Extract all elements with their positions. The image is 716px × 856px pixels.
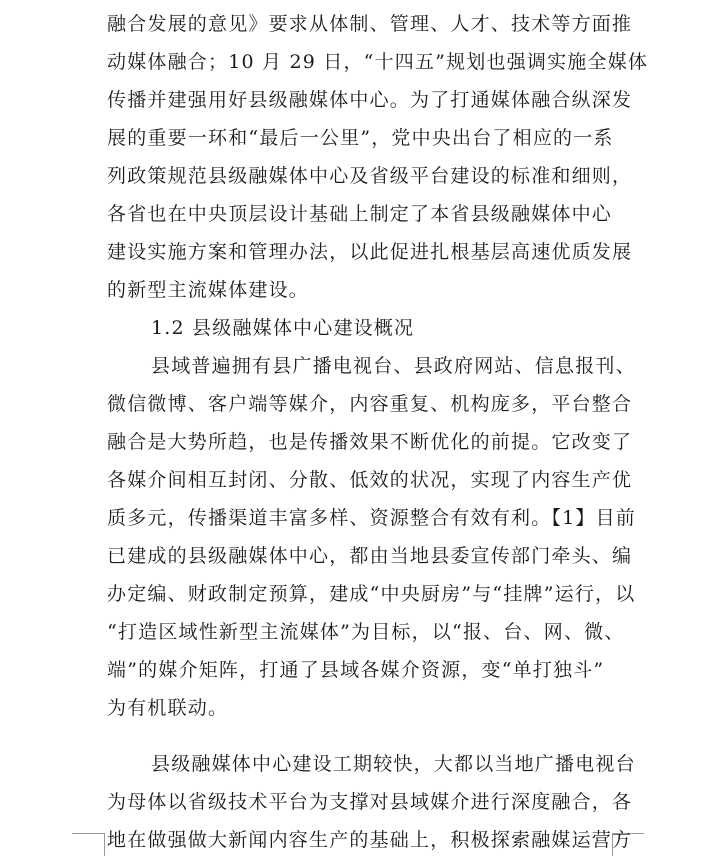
paragraph-line: 建设实施方案和管理办法，以此促进扎根基层高速优质发展 xyxy=(107,241,633,263)
paragraph-line: 质多元，传播渠道丰富多样、资源整合有效有利。【1】目前 xyxy=(107,507,636,529)
section-heading: 1.2 县级融媒体中心建设概况 xyxy=(151,317,415,339)
paragraph-line: 为有机联动。 xyxy=(107,697,229,719)
paragraph-line: 县域普遍拥有县广播电视台、县政府网站、信息报刊、 xyxy=(151,355,636,377)
crop-mark-vertical xyxy=(104,833,105,856)
paragraph-line: 地在做强做大新闻内容生产的基础上，积极探索融媒运营方 xyxy=(107,829,633,851)
paragraph-line: 传播并建强用好县级融媒体中心。为了打通媒体融合纵深发 xyxy=(107,89,633,111)
paragraph-line: 端”的媒介矩阵，打通了县域各媒介资源，变“单打独斗” xyxy=(107,659,605,681)
paragraph-line: 列政策规范县级融媒体中心及省级平台建设的标准和细则， xyxy=(107,165,633,187)
paragraph-line: 各媒介间相互封闭、分散、低效的状况，实现了内容生产优 xyxy=(107,469,633,491)
crop-mark-horizontal xyxy=(72,833,104,834)
paragraph-line: 动媒体融合；10 月 29 日，“十四五”规划也强调实施全媒体 xyxy=(107,51,649,73)
paragraph-line: 县级融媒体中心建设工期较快，大都以当地广播电视台 xyxy=(151,753,636,775)
paragraph-line: 办定编、财政制定预算，建成“中央厨房”与“挂牌”运行，以 xyxy=(107,583,636,605)
paragraph-line: 各省也在中央顶层设计基础上制定了本省县级融媒体中心 xyxy=(107,203,613,225)
paragraph-line: 展的重要一环和“最后一公里”，党中央出台了相应的一系 xyxy=(107,127,614,149)
paragraph-line: 融合发展的意见》要求从体制、管理、人才、技术等方面推 xyxy=(107,13,633,35)
paragraph-line: 微信微博、客户端等媒介，内容重复、机构庞多，平台整合 xyxy=(107,393,633,415)
paragraph-line: 为母体以省级技术平台为支撑对县域媒介进行深度融合，各 xyxy=(107,791,633,813)
paragraph-line: 已建成的县级融媒体中心，都由当地县委宣传部门牵头、编 xyxy=(107,545,633,567)
paragraph-line: “打造区域性新型主流媒体”为目标，以“报、台、网、微、 xyxy=(107,621,625,643)
paragraph-line: 融合是大势所趋，也是传播效果不断优化的前提。它改变了 xyxy=(107,431,633,453)
paragraph-line: 的新型主流媒体建设。 xyxy=(107,279,310,301)
